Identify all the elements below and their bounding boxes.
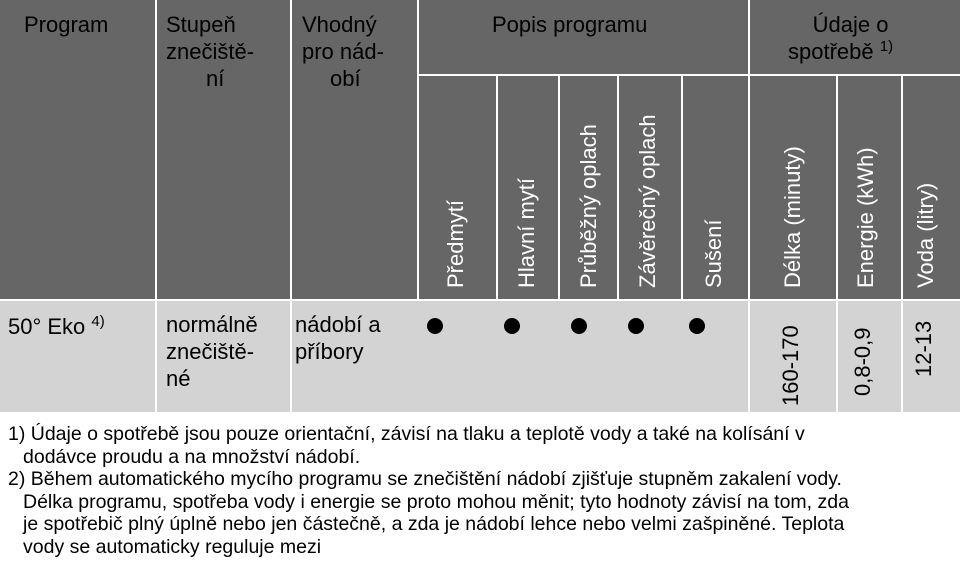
grid-line [558, 75, 560, 301]
header-metric-energy: Energie (kWh) [853, 147, 878, 288]
phase-mark-prewash [427, 318, 443, 334]
header-consumption: Údaje o spotřebě $^{1)}$ [788, 12, 894, 64]
footnote-line: dodávce proudu a na množství nádobí. [23, 445, 361, 468]
header-metric-water: Voda (litry) [913, 182, 938, 288]
grid-line [496, 75, 498, 301]
row-suitable: nádobí a příbory [295, 312, 381, 364]
header-description: Popis programu [492, 12, 648, 37]
header-program: Program [24, 12, 109, 37]
grid-line [155, 0, 157, 413]
grid-line [418, 74, 960, 76]
header-phase-prewash: Předmytí [443, 199, 468, 288]
grid-line [417, 0, 419, 301]
row-program: 50° Eko $^{4)}$ [8, 313, 105, 339]
header-phase-interim-rinse: Průběžný oplach [576, 124, 601, 288]
value-water: 12-13 [911, 320, 936, 377]
grid-line [681, 75, 683, 301]
grid-line [0, 412, 960, 414]
grid-line [901, 75, 903, 413]
row-soiling: normálně znečiště- né [166, 312, 258, 391]
header-phase-mainwash: Hlavní mytí [514, 177, 539, 288]
phase-mark-final-rinse [628, 318, 644, 334]
header-soiling: Stupeň znečiště- ní [166, 12, 255, 91]
value-energy: 0,8-0,9 [850, 327, 875, 396]
footnote-line: Délka programu, spotřeba vody i energie se proto mohou měnit; tyto hodnoty závisí na tom, zda [23, 490, 849, 513]
footnote-line: vody se automaticky reguluje mezi [23, 535, 322, 558]
table-row [0, 301, 960, 413]
grid-line [748, 0, 750, 413]
footnote-line: je spotřebič plný úplně nebo jen částečně, a zda je nádobí lehce nebo velmi zašpiněné. Teplota [23, 513, 845, 535]
value-duration: 160-170 [778, 325, 803, 406]
grid-line [836, 75, 838, 413]
phase-mark-mainwash [504, 318, 520, 334]
phase-mark-interim-rinse [571, 318, 587, 334]
grid-line [617, 75, 619, 301]
grid-line [290, 0, 292, 413]
footnotes [8, 423, 958, 558]
header-phase-drying: Sušení [701, 219, 726, 288]
header-metric-duration: Délka (minuty) [780, 146, 805, 288]
header-phase-final-rinse: Závěrečný oplach [635, 114, 660, 288]
footnote-line: 2) Během automatického mycího programu se znečištění nádobí zjišťuje stupněm zakalení vody. [8, 468, 842, 490]
footnote-line: 1) Údaje o spotřebě jsou pouze orientační, závisí na tlaku a teplotě vody a také na kolísání v [8, 423, 805, 445]
header-suitable: Vhodný pro nád- obí [302, 12, 384, 91]
phase-mark-drying [689, 318, 705, 334]
grid-line [0, 299, 960, 301]
